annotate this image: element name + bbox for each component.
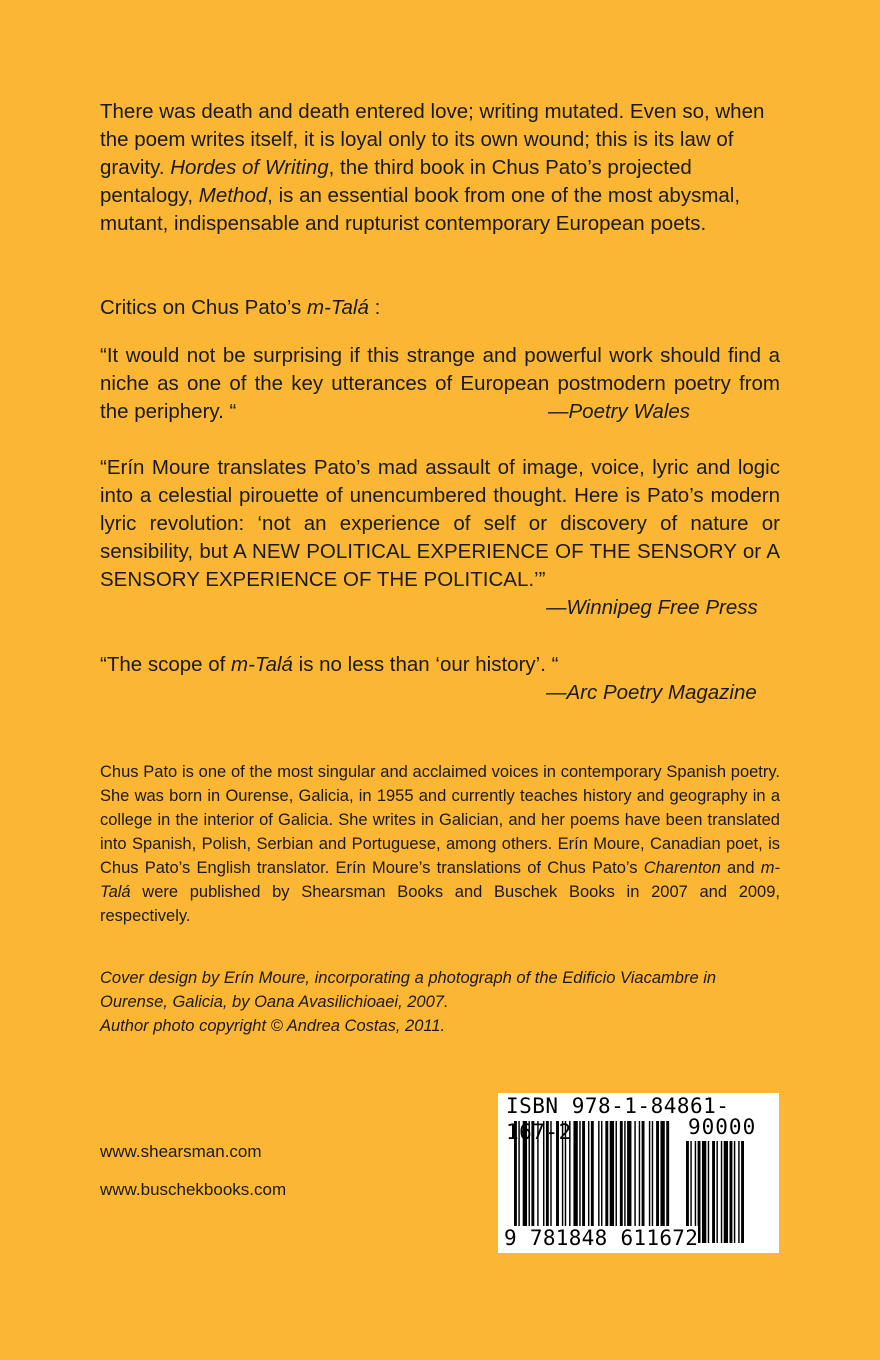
cover-credits: Cover design by Erín Moure, incorporating a photograph of the Edificio Viacambre in Ourense, Galicia, by Oana Avasilichioaei, 2007. Author photo copyright © Andrea Costas, 2011. bbox=[100, 969, 717, 1035]
quote-poetry-wales: “It would not be surprising if this strange and powerful work should find a niche as one of the key utterances of European postmodern poetry from the periphery. “ bbox=[100, 344, 780, 423]
ean-digits: 9 781848 611672 bbox=[504, 1226, 699, 1250]
book-title-hordes: Hordes of Writing bbox=[170, 156, 329, 179]
quote-source-poetry-wales: —Poetry Wales bbox=[548, 400, 691, 423]
blurb-paragraph: There was death and death entered love; writing mutated. Even so, when the poem writes itself, it is loyal only to its own wound; this is its law of gravity. Hordes of Writing, the third book in Chus Pato’s projected pentalogy, Method, is an essential book from one of the most abysmal, mutant, indispensable and rupturist contemporary European poets. bbox=[100, 100, 765, 235]
series-title-method: Method bbox=[198, 184, 268, 207]
isbn-label: ISBN 978-1-84861-167-2 bbox=[506, 1094, 730, 1144]
quote-arc-poetry: “The scope of m-Talá is no less than ‘our history’. “ bbox=[100, 653, 559, 676]
author-bio: Chus Pato is one of the most singular and acclaimed voices in contemporary Spanish poetry. She was born in Ourense, Galicia, in 1955 and currently teaches history and geography in a college in the interior of Galicia. She writes in Galician, and her poems have been translated into Spanish, Polish, Serbian and Portuguese, among others. Erín Moure, Canadian poet, is Chus Pato’s English translator. Erín Moure’s translations of Chus Pato’s Charenton and m-Talá were published by Shearsman Books and Buschek Books in 2007 and 2009, respectively. bbox=[100, 763, 781, 925]
quote-source-winnipeg: —Winnipeg Free Press bbox=[546, 596, 758, 619]
quote-source-arc: —Arc Poetry Magazine bbox=[546, 681, 757, 704]
publisher-url-shearsman[interactable]: www.shearsman.com bbox=[100, 1142, 262, 1161]
quote-winnipeg-free-press: “Erín Moure translates Pato’s mad assault of image, voice, lyric and logic into a celestial pirouette of unencumbered thought. Here is Pato’s modern lyric revolution: ‘not an experience of self or discovery of nature or sensibility, but A NEW POLITICAL EXPERIENCE OF THE SENSORY or A SENSORY EXPERIENCE OF THE POLITICAL.’” bbox=[100, 456, 780, 591]
publisher-url-buschek[interactable]: www.buschekbooks.com bbox=[100, 1180, 287, 1199]
price-code: 90000 bbox=[688, 1115, 757, 1139]
isbn-barcode bbox=[498, 1093, 779, 1253]
critics-heading: Critics on Chus Pato’s m-Talá : bbox=[100, 296, 381, 319]
